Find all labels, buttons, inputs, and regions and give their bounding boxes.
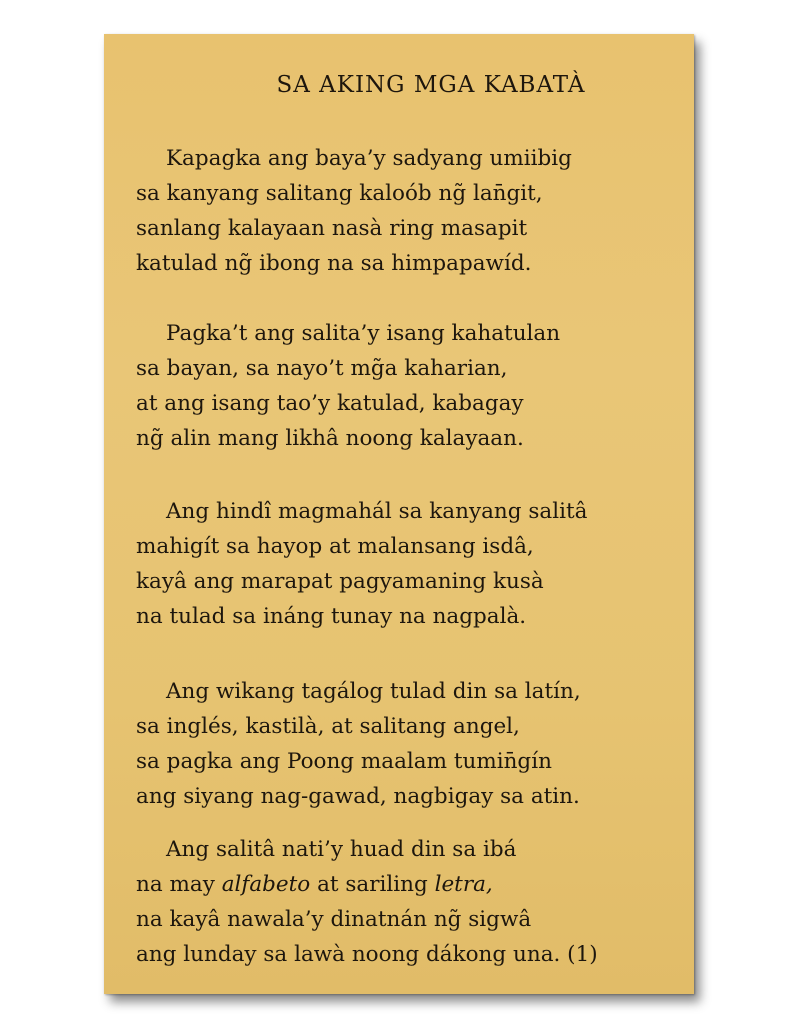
stanza-3 (136, 494, 587, 634)
stanza-5 (136, 832, 598, 972)
stanza-line: ang siyang nag-gawad, nagbigay sa atin. (136, 784, 580, 809)
stanza-line: Kapagka ang baya’y sadyang umiibig (166, 146, 572, 171)
italic-word: letra, (434, 872, 493, 897)
stanza-line: at ang isang tao’y katulad, kabagay (136, 391, 524, 416)
stanza-line: Pagka’t ang salita’y isang kahatulan (166, 321, 561, 346)
stanza-1 (136, 141, 572, 281)
text-run: na may (136, 872, 222, 897)
stanza-line: sanlang kalayaan nasà ring masapit (136, 216, 528, 241)
stanza-line: ang lunday sa lawà noong dákong una. (1) (136, 942, 598, 967)
stanza-line: katulad ng̃ ibong na sa himpapawíd. (136, 251, 532, 276)
stanza-4 (136, 674, 581, 814)
stanza-line: Ang wikang tagálog tulad din sa latín, (166, 679, 581, 704)
poem-title: SA AKING MGA KABATÀ (276, 72, 586, 98)
stanza-line: kayâ ang marapat pagyamaning kusà (136, 569, 544, 594)
stanza-2 (136, 316, 560, 456)
stanza-line: sa pagka ang Poong maalam tumin̄gín (136, 749, 552, 774)
stanza-line: Ang salitâ nati’y huad din sa ibá (166, 837, 517, 862)
stanza-line: Ang hindî magmahál sa kanyang salitâ (166, 499, 588, 524)
stanza-line: sa kanyang salitang kaloób ng̃ lan̄git, (136, 181, 543, 206)
stanza-line: na tulad sa ináng tunay na nagpalà. (136, 604, 527, 629)
italic-word: alfabeto (221, 872, 311, 897)
stanza-line: sa bayan, sa nayo’t mg̃a kaharian, (136, 356, 508, 381)
text-run: at sariling (310, 872, 435, 897)
stanza-line: sa inglés, kastilà, at salitang angel, (136, 714, 520, 739)
stanza-line: na kayâ nawala’y dinatnán ng̃ sigwâ (136, 907, 532, 932)
stanza-line: mahigít sa hayop at malansang isdâ, (136, 534, 534, 559)
stanza-line-with-italics (136, 867, 598, 902)
stanza-line: ng̃ alin mang likhâ noong kalayaan. (136, 426, 524, 451)
poem-page (104, 34, 694, 994)
